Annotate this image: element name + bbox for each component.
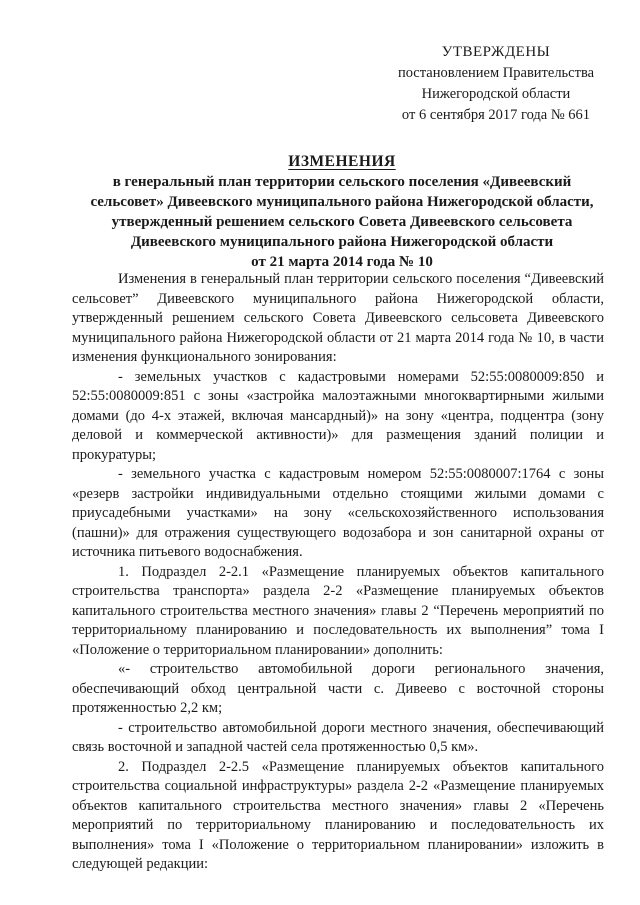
document-title [72,152,612,272]
title-line: от 21 марта 2014 года № 10 [251,254,433,270]
paragraph: Изменения в генеральный план территории сельского поселения “Дивеевский сельсовет” Дивеевского муниципального района Нижегородской области, утвержденный решением сельского Совета Дивеевского сельсовета Дивеевского муниципального района Нижегородской области от 21 марта 2014 года № 10, в части изменения функционального зонирования: [72,271,604,365]
title-heading: ИЗМЕНЕНИЯ [288,153,396,170]
paragraph: 1. Подраздел 2-2.1 «Размещение планируемых объектов капитального строительства транспорта» раздела 2-2 «Размещение планируемых объектов капитального строительства местного значения» главы 2 “Перечень мероприятий по территориальному планированию и последовательность их выполнения” тома I «Положение о территориальном планировании» дополнить: [72,563,604,658]
title-line: Дивеевского муниципального района Нижегородской области [130,234,554,250]
approval-line: от 6 сентября 2017 года № 661 [401,107,591,123]
title-line: утвержденный решением сельского Совета Дивеевского сельсовета [111,214,573,230]
approval-line: постановлением Правительства [397,65,595,81]
title-line: в генеральный план территории сельского поселения «Дивеевский [112,174,572,190]
paragraph: 2. Подраздел 2-2.5 «Размещение планируемых объектов капитального строительства социальной инфраструктуры» раздела 2-2 «Размещение планируемых объектов капитального строительства местного значения» главы 2 «Перечень мероприятий по территориальному планированию и последовательность их выполнения» тома I «Положение о территориальном планировании» изложить в следующей редакции: [72,758,604,872]
paragraph: - строительство автомобильной дороги местного значения, обеспечивающий связь восточной и западной частей села протяженностью 0,5 км». [72,719,604,755]
document-body [72,270,604,875]
approval-line: Нижегородской области [421,86,571,102]
paragraph: - земельного участка с кадастровым номером 52:55:0080007:1764 с зоны «резерв застройки индивидуальными отдельно стоящими жилыми домами с приусадебными участками» на зону «сельскохозяйственного использования (пашни)» для отражения существующего водозабора и зон санитарной охраны от источника питьевого водоснабжения. [72,466,604,560]
title-line: сельсовет» Дивеевского муниципального района Нижегородской области, [90,194,594,210]
paragraph: - земельных участков с кадастровыми номерами 52:55:0080009:850 и 52:55:0080009:851 с зоны «застройка малоэтажными многоквартирными жилыми домами (до 4-х этажей, включая мансардный)» на зону «центра, подцентра (зону деловой и коммерческой активности)» для размещения зданий полиции и прокуратуры; [72,368,604,463]
approval-block [380,42,612,126]
paragraph: «- строительство автомобильной дороги регионального значения, обеспечивающий обход центральной части с. Дивеево с восточной стороны протяженностью 2,2 км; [72,661,604,716]
approval-heading: УТВЕРЖДЕНЫ [441,44,551,60]
